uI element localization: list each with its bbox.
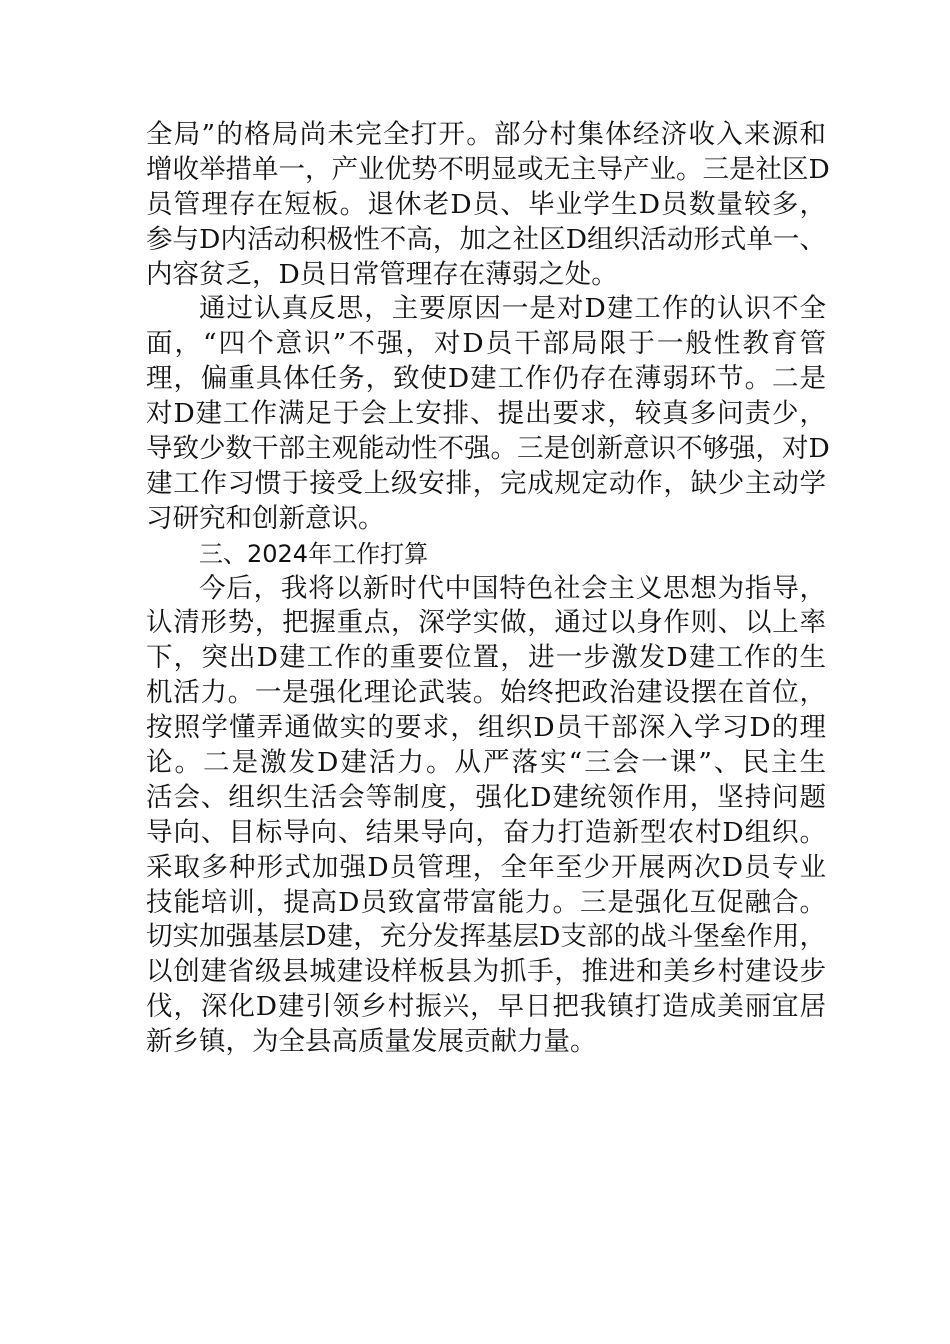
paragraph-3 xyxy=(146,572,826,1060)
text-line: 认清形势，把握重点，深学实做，通过以身作则、以上率 xyxy=(146,607,826,639)
text-line: 导致少数干部主观能动性不强。三是创新意识不够强，对D xyxy=(146,433,830,465)
text-line: 参与D内活动积极性不高，加之社区D组织活动形式单一、 xyxy=(146,223,826,255)
text-line: 通过认真反思，主要原因一是对D建工作的认识不全 xyxy=(199,293,826,325)
document-body xyxy=(146,118,830,1060)
text-line: 论。二是激发D建活力。从严落实“三会一课”、民主生 xyxy=(146,747,826,779)
text-line: 机活力。一是强化理论武装。始终把政治建设摆在首位， xyxy=(146,677,826,709)
text-line: 全局”的格局尚未完全打开。部分村集体经济收入来源和 xyxy=(146,119,826,150)
text-line: 增收举措单一，产业优势不明显或无主导产业。三是社区D xyxy=(146,153,830,185)
text-line: 今后，我将以新时代中国特色社会主义思想为指导， xyxy=(199,572,826,604)
text-line: 下，突出D建工作的重要位置，进一步激发D建工作的生 xyxy=(146,642,826,674)
text-line: 面，“四个意识”不强，对D员干部局限于一般性教育管 xyxy=(146,328,826,360)
paragraph-1 xyxy=(146,118,830,292)
text-line: 对D建工作满足于会上安排、提出要求，较真多问责少， xyxy=(146,398,826,430)
text-line: 内容贫乏，D员日常管理存在薄弱之处。 xyxy=(146,258,618,290)
text-line: 伐，深化D建引领乡村振兴，早日把我镇打造成美丽宜居 xyxy=(146,991,826,1023)
text-line: 导向、目标导向、结果导向，奋力打造新型农村D组织。 xyxy=(146,816,826,848)
text-line: 按照学懂弄通做实的要求，组织D员干部深入学习D的理 xyxy=(146,712,826,744)
text-line: 理，偏重具体任务，致使D建工作仍存在薄弱环节。二是 xyxy=(146,363,826,395)
text-line: 习研究和创新意识。 xyxy=(146,502,385,534)
text-line: 建工作习惯于接受上级安排，完成规定动作，缺少主动学 xyxy=(146,467,826,499)
text-line: 员管理存在短板。退休老D员、毕业学生D员数量较多， xyxy=(146,188,826,220)
text-line: 新乡镇，为全县高质量发展贡献力量。 xyxy=(146,1026,597,1058)
text-line: 采取多种形式加强D员管理，全年至少开展两次D员专业 xyxy=(146,851,826,883)
text-line: 活会、组织生活会等制度，强化D建统领作用，坚持问题 xyxy=(146,781,826,813)
paragraph-2 xyxy=(146,292,830,536)
text-line: 技能培训，提高D员致富带富能力。三是强化互促融合。 xyxy=(146,886,826,918)
text-line: 以创建省级县城建设样板县为抓手，推进和美乡村建设步 xyxy=(146,956,826,988)
section-heading: 三、2024年工作打算 xyxy=(199,539,429,568)
text-line: 切实加强基层D建，充分发挥基层D支部的战斗堡垒作用， xyxy=(146,921,826,953)
